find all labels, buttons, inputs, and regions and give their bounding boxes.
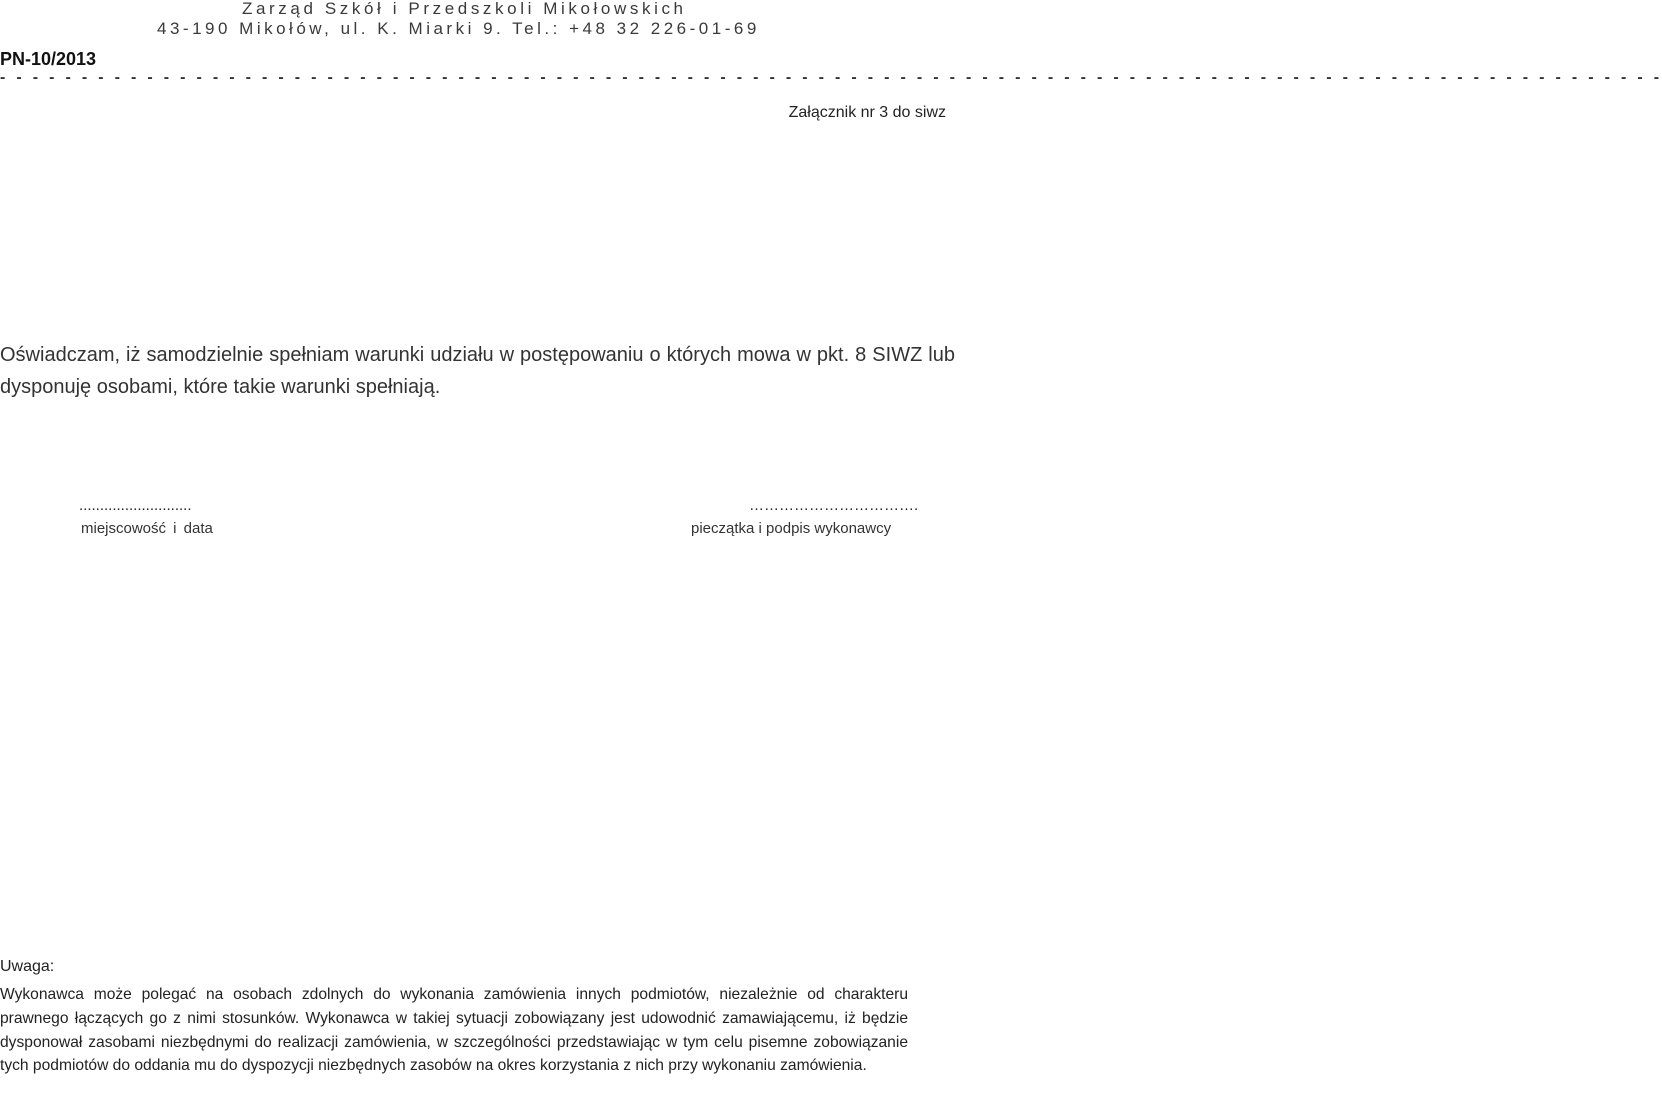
place-date-label: miejscowość i data [81,520,213,537]
stamp-signature-dots: ……………………………. [749,497,919,514]
stamp-signature-label: pieczątka i podpis wykonawcy [691,520,892,537]
document-id: PN-10/2013 [0,49,97,69]
organization-name: Zarząd Szkół i Przedszkoli Mikołowskich [242,0,687,18]
attachment-label: Załącznik nr 3 do siwz [788,104,946,121]
header-separator: - - - - - - - - - - - - - - - - - - - - - - - - - - - - - - - - - - - - - - - - - - - - - - - - - - - - - - - - - - - - - - - - - - - - - - - - - - - - - - - - - - - - - - - - - - - - - - - - - - - - - - [0,69,1662,86]
organization-address: 43-190 Mikołów, ul. K. Miarki 9. Tel.: +48 32 226-01-69 [157,19,760,38]
note-text: Wykonawca może polegać na osobach zdolnych do wykonania zamówienia innych podmiotów, niezależnie od charakteru prawnego łączących go z nimi stosunków. Wykonawca w takiej sytuacji zobowiązany jest udowodnić zamawiającemu, iż będzie dysponował zasobami niezbędnymi do realizacji zamówienia, w szczególności przedstawiając w tym celu pisemne zobowiązanie tych podmiotów do oddania mu do dyspozycji niezbędnych zasobów na okres korzystania z nich przy wykonaniu zamówienia. [0,986,908,1075]
declaration-text: Oświadczam, iż samodzielnie spełniam warunki udziału w postępowaniu o których mowa w pkt. 8 SIWZ lub dysponuję osobami, które takie warunki spełniają. [0,344,955,398]
note-title: Uwaga: [0,958,55,975]
place-date-dots: ........................... [79,497,192,514]
